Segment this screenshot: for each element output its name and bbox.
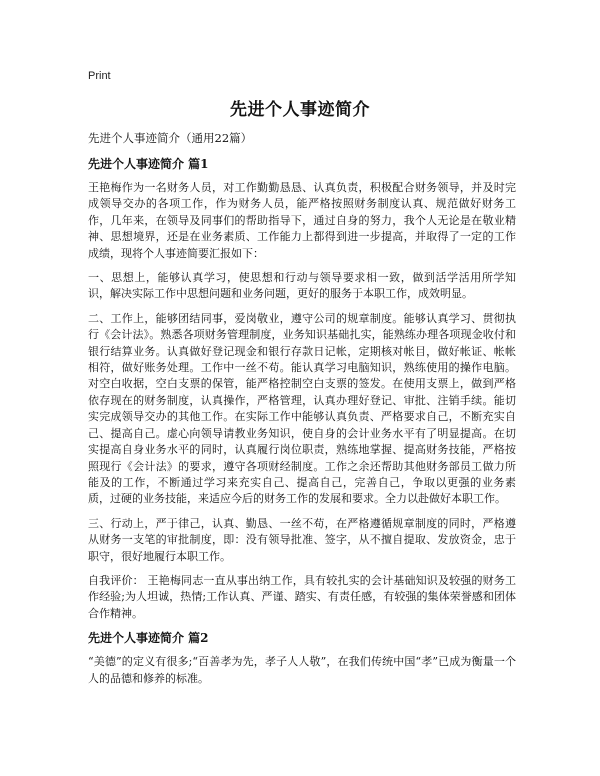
- section-heading-2: 先进个人事迹简介 篇2: [88, 631, 209, 646]
- paragraph: 三、行动上，严于律己，认真、勤恳、一丝不苟，在严格遵循规章制度的同时，严格遵从财务一支笔的审批制度，即：没有领导批准、签字，从不擅自提取、发放资金，忠于职守，很好地履行本职工作。: [88, 516, 516, 563]
- paragraph: 二、工作上，能够团结同事，爱岗敬业，遵守公司的规章制度。能够认真学习、贯彻执行《会计法》。熟悉各项财务管理制度，业务知识基础扎实，能熟练办理各项现金收付和银行结算业务。认真做好登记现金和银行存款日记帐，定期核对帐目，做好帐证、帐帐相符，做好账务处理。工作中一丝不苟。能认真学习电脑知识，熟练使用的操作电脑。对空白收据，空白支票的保管，能严格控制空白支票的签发。在使用支票上，做到严格依存现在的财务制度，认真操作，严格管理，认真办理好登记、审批、注销手续。能切实完成领导交办的其他工作。在实际工作中能够认真负责、严格要求自己，不断充实自己、提高自己。虚心向领导请教业务知识，使自身的会计业务水平有了明显提高。在切实提高自身业务水平的同时，认真履行岗位职责，熟练地掌握、提高财务技能，严格按照现行《会计法》的要求，遵守各项财经制度。工作之余还帮助其他财务部员工做力所能及的工作，不断通过学习来充实自己、提高自己，完善自己，争取以更强的业务素质，过硬的业务技能，来适应今后的财务工作的发展和要求。全力以赴做好本职工作。: [88, 311, 516, 506]
- section-heading-1: 先进个人事迹简介 篇1: [88, 157, 209, 171]
- paragraph: 一、思想上，能够认真学习，使思想和行动与领导要求相一致，做到活学活用所学知识，解决实际工作中思想问题和业务问题，更好的服务于本职工作，成效明显。: [88, 271, 516, 301]
- paragraph: “美德”的定义有很多;“百善孝为先，孝子人人敬”，在我们传统中国“孝”已成为衡量一个人的品德和修养的标准。: [88, 655, 516, 685]
- print-link[interactable]: Print: [88, 70, 111, 82]
- paragraph: 王艳梅作为一名财务人员，对工作勤勤恳恳、认真负责，积极配合财务领导，并及时完成领导交办的各项工作，作为财务人员，能严格按照财务制度认真、规范做好财务工作，几年来，在领导及同事们的帮助指导下，通过自身的努力，我个人无论是在敬业精神、思想境界，还是在业务素质、工作能力上都得到进一步提高，并取得了一定的工作成绩，现将个人事迹简要汇报如下：: [88, 181, 516, 260]
- page-title: 先进个人事迹简介: [230, 100, 370, 120]
- article-subtitle: 先进个人事迹简介（通用22篇）: [88, 131, 253, 145]
- article-body: [88, 130, 516, 695]
- paragraph: 自我评价： 王艳梅同志一直从事出纳工作，具有较扎实的会计基础知识及较强的财务工作经验;为人坦诚，热情;工作认真、严谨、踏实、有责任感，有较强的集体荣誉感和团体合作精神。: [88, 573, 516, 620]
